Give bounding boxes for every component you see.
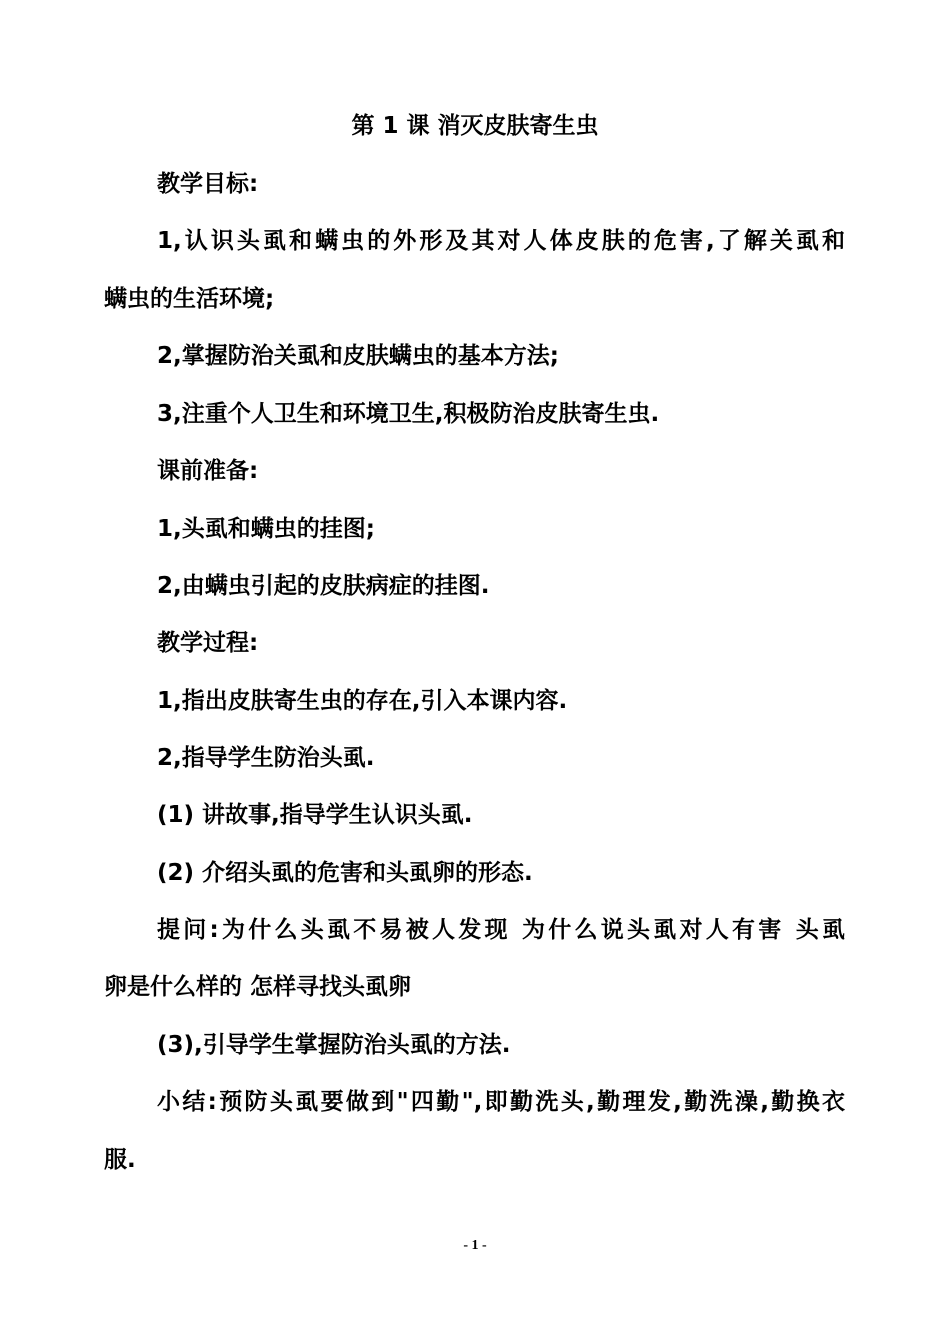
- questions-line-2: 卵是什么样的 怎样寻找头虱卵: [104, 974, 412, 1000]
- heading-teaching-process: 教学过程:: [157, 630, 259, 656]
- goal-2: 2,掌握防治关虱和皮肤螨虫的基本方法;: [157, 343, 559, 369]
- preparation-1: 1,头虱和螨虫的挂图;: [157, 516, 375, 542]
- goal-1-line-1: 1,认识头虱和螨虫的外形及其对人体皮肤的危害,了解关虱和: [157, 228, 845, 254]
- document-title: 第 1 课 消灭皮肤寄生虫: [351, 113, 599, 139]
- heading-teaching-goals: 教学目标:: [157, 171, 259, 197]
- preparation-2: 2,由螨虫引起的皮肤病症的挂图.: [157, 573, 490, 599]
- questions-line-1: 提问:为什么头虱不易被人发现 为什么说头虱对人有害 头虱: [157, 917, 845, 943]
- process-substep-1: (1) 讲故事,指导学生认识头虱.: [157, 802, 473, 828]
- process-step-1: 1,指出皮肤寄生虫的存在,引入本课内容.: [157, 688, 568, 714]
- process-substep-2: (2) 介绍头虱的危害和头虱卵的形态.: [157, 860, 533, 886]
- process-substep-3: (3),引导学生掌握防治头虱的方法.: [157, 1032, 511, 1058]
- goal-3: 3,注重个人卫生和环境卫生,积极防治皮肤寄生虫.: [157, 401, 660, 427]
- heading-preparation: 课前准备:: [157, 458, 259, 484]
- page-number: - 1 -: [463, 1238, 487, 1253]
- summary-line-1: 小结:预防头虱要做到"四勤",即勤洗头,勤理发,勤洗澡,勤换衣: [157, 1089, 845, 1115]
- summary-line-2: 服.: [104, 1147, 136, 1173]
- process-step-2: 2,指导学生防治头虱.: [157, 745, 375, 771]
- goal-1-line-2: 螨虫的生活环境;: [104, 286, 275, 312]
